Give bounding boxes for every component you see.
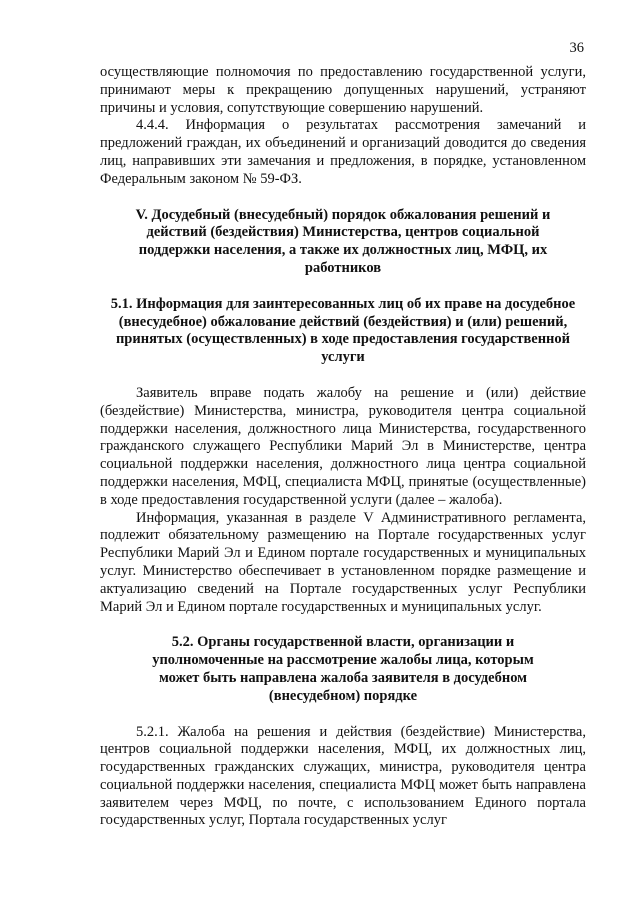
section-heading: V. Досудебный (внесудебный) порядок обжалования решений и действий (бездействия) Министерства, центров социальной поддержки населения, а также их должностных лиц, МФЦ, их работников <box>135 206 551 276</box>
page-number: 36 <box>569 40 584 56</box>
paragraph: 4.4.4. Информация о результатах рассмотрения замечаний и предложений граждан, их объединений и организаций доводится до сведения лиц, направивших эти замечания и предложения, в порядке, установленном Федеральным законом № 59-ФЗ. <box>100 117 586 187</box>
paragraph: осуществляющие полномочия по предоставлению государственной услуги, принимают меры к прекращению допущенных нарушений, устраняют причины и условия, сопутствующие совершению нарушений. <box>100 64 586 116</box>
subsection-heading-5-2: 5.2. Органы государственной власти, организации и уполномоченные на рассмотрение жалобы лица, которым может быть направлена жалоба заявителя в досудебном (внесудебном) порядке <box>152 634 534 704</box>
paragraph: Информация, указанная в разделе V Административного регламента, подлежит обязательному размещению на Портале государственных услуг Республики Марий Эл и Едином портале государственных и муниципальных услуг. Министерство обеспечивает в установленном порядке размещение и актуализацию сведений на Портале государственных услуг Республики Марий Эл и Едином портале государственных и муниципальных услуг. <box>100 509 586 615</box>
paragraph: 5.2.1. Жалоба на решения и действия (бездействие) Министерства, центров социальной поддержки населения, МФЦ, их должностных лиц, государственных гражданских служащих, министра, руководителя центра социальной поддержки населения, специалиста МФЦ может быть направлена заявителем через МФЦ, по почте, с использованием Единого портала государственных услуг, Портала государственных услуг <box>100 723 586 829</box>
subsection-heading-5-1: 5.1. Информация для заинтересованных лиц об их праве на досудебное (внесудебное) обжалование действий (бездействия) и (или) решений, принятых (осуществленных) в ходе предоставления государственной услуги <box>110 295 576 366</box>
paragraph: Заявитель вправе подать жалобу на решение и (или) действие (бездействие) Министерства, министра, руководителя центра социальной поддержки населения, должностного лица Министерства, государственного гражданского служащего Республики Марий Эл в Министерстве, центра социальной поддержки населения, должностного лица центра социальной поддержки населения, МФЦ, специалиста МФЦ, принятые (осуществленные) в ходе предоставления государственной услуги (далее – жалоба). <box>100 384 586 508</box>
document-body <box>100 64 586 830</box>
